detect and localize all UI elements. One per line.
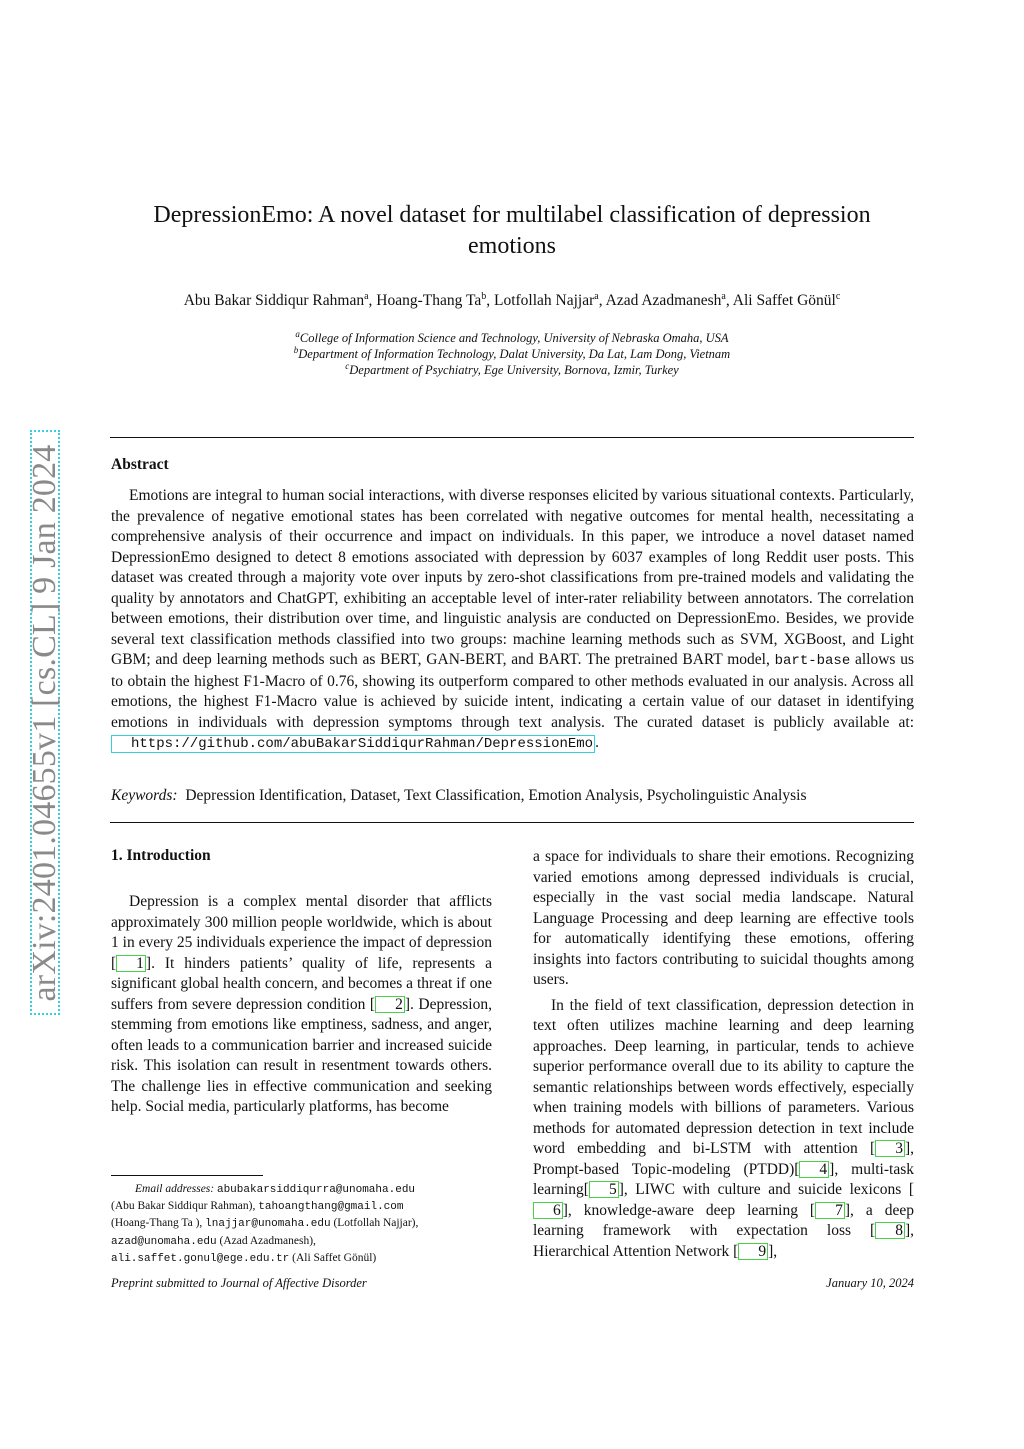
keywords xyxy=(111,787,806,805)
keywords-label: Keywords: xyxy=(111,787,178,804)
email-link[interactable]: tahoangthang@gmail.com xyxy=(258,1201,404,1214)
author-name: Ali Saffet Gönül xyxy=(732,292,836,310)
model-name-code: bart-base xyxy=(774,653,851,669)
affiliation-c xyxy=(110,361,914,378)
author-affiliation-mark: a xyxy=(364,291,369,302)
right-column xyxy=(533,847,914,1262)
citation-link[interactable]: 1 xyxy=(116,955,146,972)
footnote-text: (Hoang-Thang Ta ), xyxy=(111,1217,206,1230)
bottom-rule xyxy=(110,822,914,823)
author-affiliation-mark: a xyxy=(594,291,599,302)
title-line: DepressionEmo: A novel dataset for multilabel classification of depression xyxy=(153,202,871,228)
intro-paragraph: Depression is a complex mental disorder that afflicts approximately 300 million people worldwide, which is about 1 in every 25 individuals experience the impact of depression [ 1 ]. It hinders patients’ quality of life, represents a significant global health concern, and becomes a threat if one suffers from severe depression condition [ 2 ]. Depression, stemming from emotions like emptiness, sadness, and anger, often leads to a communication barrier and increased suicide risk. This isolation can result in resentment towards others. The challenge lies in effective communication and seeking help. Social media, particularly platforms, has become xyxy=(111,893,492,1115)
citation-link[interactable]: 2 xyxy=(375,996,405,1013)
email-link[interactable]: azad@unomaha.edu xyxy=(111,1235,217,1248)
affiliation-mark: b xyxy=(293,345,299,355)
dataset-link[interactable]: https://github.com/abuBakarSiddiqurRahman/DepressionEmo xyxy=(111,735,595,753)
left-column xyxy=(111,892,492,1118)
footer-date: January 10, 2024 xyxy=(826,1276,914,1290)
author-list: Abu Bakar Siddiqur Rahman$^a$, Hoang-Thang Ta$^b$, Lotfollah Najjar$^a$, Azad Azadmanesh$^a$, Ali Saffet Gönül$^c$ xyxy=(183,291,841,310)
arxiv-stamp[interactable] xyxy=(22,430,68,1015)
author-affiliation-mark: a xyxy=(721,291,726,302)
affiliation-a xyxy=(110,329,914,346)
citation-link[interactable]: 4 xyxy=(799,1161,829,1178)
intro-paragraph: a space for individuals to share their emotions. Recognizing varied emotions among depressed individuals is crucial, especially in the vast social media landscape. Natural Language Processing and deep learning are effective tools for automatically identifying these emotions, offering insights into factors contributing to suicidal thoughts among users. xyxy=(533,848,914,988)
footnote-label: Email addresses: xyxy=(135,1183,215,1195)
affiliation-text: Department of Psychiatry, Ege University, Bornova, Izmir, Turkey xyxy=(349,363,679,378)
email-link[interactable]: abubakarsiddiqurra@unomaha.edu xyxy=(216,1184,416,1196)
affiliation-b xyxy=(110,345,914,362)
keywords-text: Depression Identification, Dataset, Text Classification, Emotion Analysis, Psycholinguistic Analysis xyxy=(185,787,807,804)
footer-journal: Preprint submitted to Journal of Affective Disorder xyxy=(111,1276,367,1290)
citation-link[interactable]: 3 xyxy=(875,1140,905,1157)
affiliation-mark: c xyxy=(345,361,350,371)
footnote-text: (Lotfollah Najjar), xyxy=(330,1217,419,1230)
affiliation-text: Department of Information Technology, Dalat University, Da Lat, Lam Dong, Vietnam xyxy=(298,347,731,362)
abstract-text: . xyxy=(595,734,599,751)
intro-paragraph: In the field of text classification, depression detection in text often utilizes machine learning and deep learning approaches. Deep learning, in particular, tends to achieve superior performance overall due to its ability to capture the semantic relationships between words effectively, especially when training models with billions of parameters. Various methods for automated depression detection in text include word embedding and bi-LSTM with attention [ 3 ], Prompt-based Topic-modeling (PTDD)[ 4 ], multi-task learning[ 5 ], LIWC with culture and suicide lexicons [6 ], knowledge-aware deep learning [ 7 ], a deep learning framework with expectation loss [ 8 ], Hierarchical Attention Network [ 9 ], xyxy=(533,996,914,1260)
citation-link[interactable]: 7 xyxy=(815,1202,845,1219)
citation-link[interactable]: 5 xyxy=(589,1181,619,1198)
arxiv-stamp-text: arXiv:2401.04655v1 [cs.CL] 9 Jan 2024 xyxy=(26,444,63,1001)
author-affiliation-mark: b xyxy=(481,291,487,302)
abstract-body xyxy=(111,486,914,754)
top-rule xyxy=(110,437,914,438)
author-name: Hoang-Thang Ta xyxy=(376,292,482,310)
footnote-rule xyxy=(111,1175,263,1176)
email-link[interactable]: lnajjar@unomaha.edu xyxy=(205,1218,331,1231)
affiliation-text: College of Information Science and Technology, University of Nebraska Omaha, USA xyxy=(299,331,729,346)
citation-link[interactable]: 6 xyxy=(533,1202,563,1219)
author-name: Abu Bakar Siddiqur Rahman xyxy=(183,292,365,310)
author-name: Lotfollah Najjar xyxy=(494,292,595,310)
footnote-text: (Ali Saffet Gönül) xyxy=(289,1251,377,1264)
abstract-heading: Abstract xyxy=(111,456,169,473)
footnote-text: (Abu Bakar Siddiqur Rahman), xyxy=(111,1200,259,1213)
citation-link[interactable]: 8 xyxy=(875,1222,905,1239)
abstract-text: Emotions are integral to human social interactions, with diverse responses elicited by various situational contexts. Particularly, the prevalence of negative emotional states has been correlated with negative outcomes for mental health, necessitating a comprehensive analysis of their occurrence and impact on individuals. In this paper, we introduce a novel dataset named DepressionEmo designed to detect 8 emotions associated with depression by 6037 examples of long Reddit user posts. This dataset was created through a majority vote over inputs by zero-shot classifications from pre-trained models and validating the quality by annotators and ChatGPT, exhibiting an acceptable level of inter-rater reliability between annotators. The correlation between emotions, their distribution over time, and linguistic analysis are conducted on DepressionEmo. Besides, we provide several text classification methods classified into two groups: machine learning methods such as SVM, XGBoost, and Light GBM; and deep learning methods such as BERT, GAN-BERT, and BART. The pretrained BART model, xyxy=(111,487,914,668)
abstract-text: allows us to obtain the highest F1-Macro of 0.76, showing its outperform compared to other methods evaluated in our analysis. Across all emotions, the highest F1-Macro value is achieved by suicide intent, indicating a certain value of our dataset in identifying emotions in individuals with depression symptoms through text analysis. The curated dataset is publicly available at: xyxy=(111,651,914,731)
author-name: Azad Azadmanesh xyxy=(605,292,722,310)
title-line: emotions xyxy=(468,233,556,259)
affiliation-mark: a xyxy=(295,329,300,339)
footnote-text: (Azad Azadmanesh), xyxy=(216,1234,316,1247)
email-link[interactable]: ali.saffet.gonul@ege.edu.tr xyxy=(111,1252,290,1265)
paper-title xyxy=(110,200,914,262)
author-affiliation-mark: c xyxy=(835,291,841,302)
citation-link[interactable]: 9 xyxy=(738,1243,768,1260)
section-heading: 1. Introduction xyxy=(111,847,211,864)
footnote xyxy=(111,1181,511,1267)
